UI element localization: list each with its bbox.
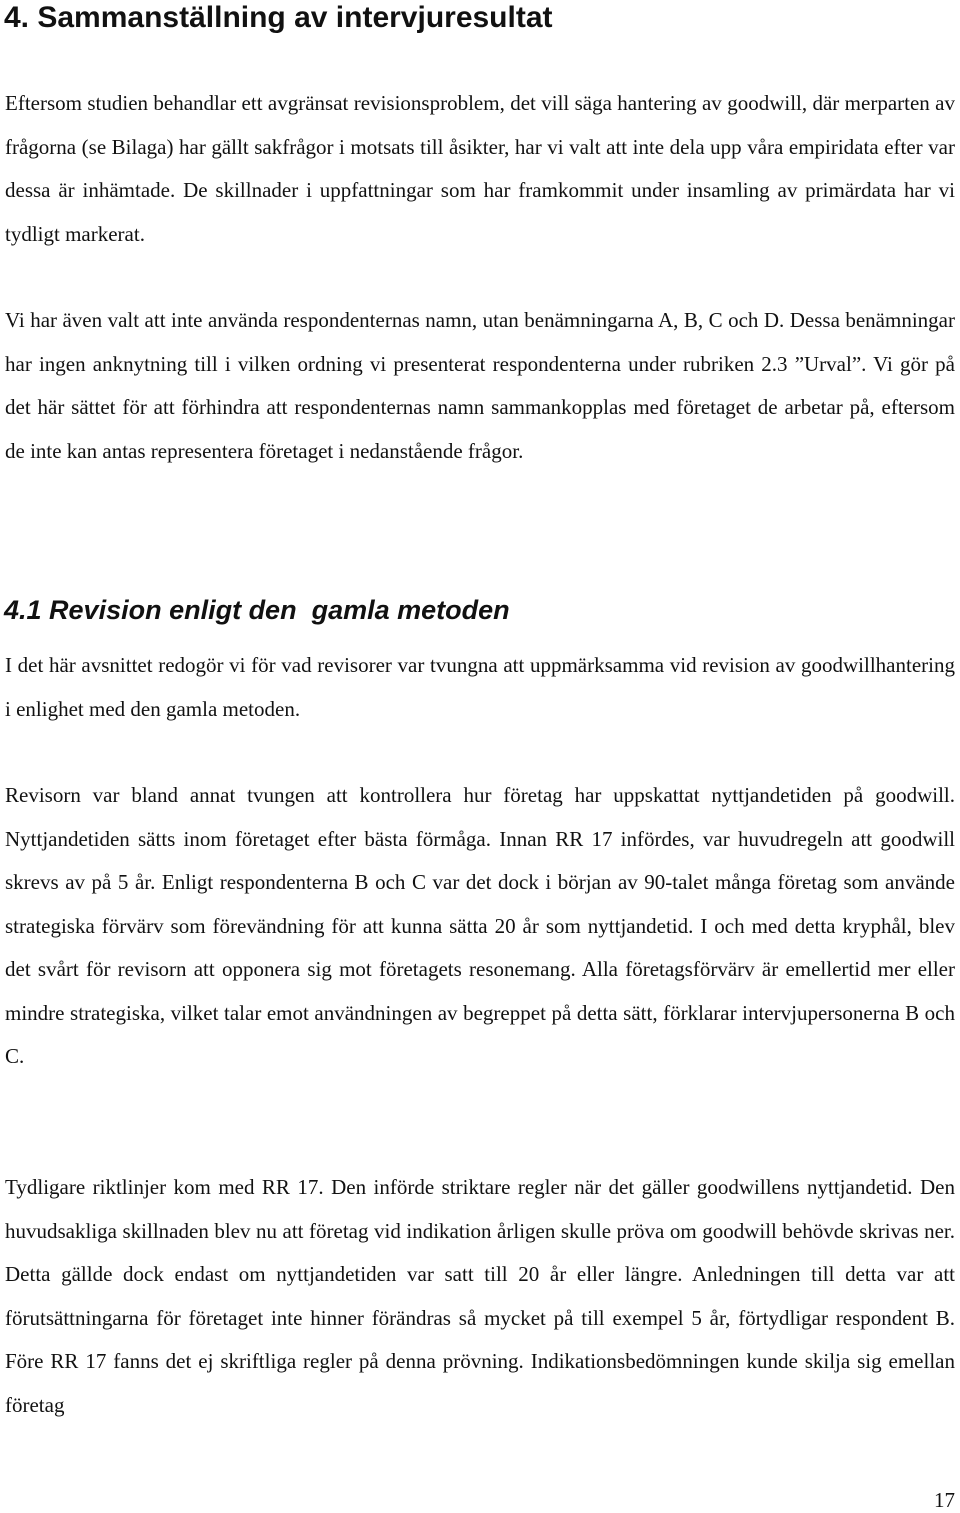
intro-paragraph-1: Eftersom studien behandlar ett avgränsat revisionsproblem, det vill säga hantering av goodwill, där merparten av frågorna (se Bilaga) har gällt sakfrågor i motsats till åsikter, har vi valt att inte dela upp våra empiridata efter var dessa är inhämtade. De skillnader i uppfattningar som har framkommit under insamling av primärdata har vi tydligt markerat.: [5, 91, 955, 246]
chapter-heading: 4. Sammanställning av intervjuresultat: [4, 1, 553, 34]
section-paragraph-3: Tydligare riktlinjer kom med RR 17. Den införde striktare regler när det gäller goodwillens nyttjandetid. Den huvudsakliga skillnaden blev nu att företag vid indikation årligen skulle pröva om goodwill behövde skrivas ner. Detta gällde dock endast om nyttjandetiden var satt till 20 år eller längre. Anledningen till detta var att förutsättningarna för företaget inte hinner förändras så mycket på till exempel 5 år, förtydligar respondent B. Före RR 17 fanns det ej skriftliga regler på denna prövning. Indikationsbedömningen kunde skilja sig emellan företag: [5, 1175, 955, 1417]
section-heading: 4.1 Revision enligt den gamla metoden: [4, 595, 510, 625]
intro-paragraph-2: Vi har även valt att inte använda respondenternas namn, utan benämningarna A, B, C och D. Dessa benämningar har ingen anknytning till i vilken ordning vi presenterat respondenterna under rubriken 2.3 ”Urval”. Vi gör på det här sättet för att förhindra att respondenternas namn sammankopplas med företaget de arbetar på, eftersom de inte kan antas representera företaget i nedanstående frågor.: [5, 308, 955, 463]
page-number: 17: [934, 1488, 955, 1512]
section-paragraph-2: Revisorn var bland annat tvungen att kontrollera hur företag har uppskattat nyttjandetiden på goodwill. Nyttjandetiden sätts inom företaget efter bästa förmåga. Innan RR 17 infördes, var huvudregeln att goodwill skrevs av på 5 år. Enligt respondenterna B och C var det dock i början av 90-talet många företag som använde strategiska förvärv som förevändning för att kunna sätta 20 år som nyttjandetid. I och med detta kryphål, blev det svårt för revisorn att opponera sig mot företagets resonemang. Alla företagsförvärv är emellertid mer eller mindre strategiska, vilket talar emot användningen av begreppet på detta sätt, förklarar intervjupersonerna B och C.: [5, 783, 955, 1068]
section-paragraph-1: I det här avsnittet redogör vi för vad revisorer var tvungna att uppmärksamma vid revision av goodwillhantering i enlighet med den gamla metoden.: [5, 653, 955, 721]
